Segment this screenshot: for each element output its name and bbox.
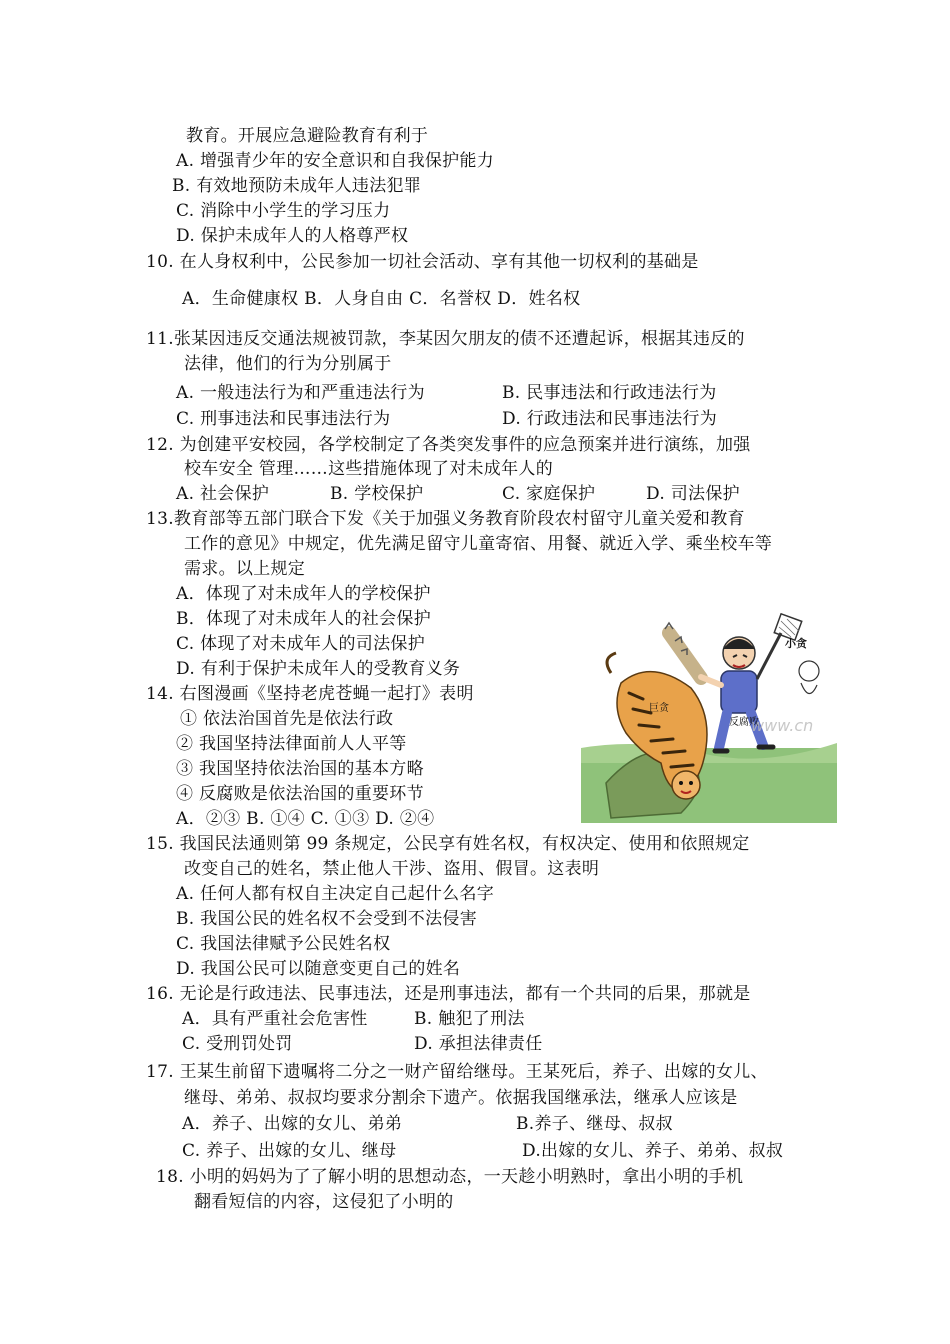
q11-option-a: A. 一般违法行为和严重违法行为 (176, 383, 425, 403)
q17-option-a: A．养子、出嫁的女儿、弟弟 (182, 1114, 403, 1134)
q15-option-c: C. 我国法律赋予公民姓名权 (176, 934, 391, 954)
q13-option-c: C. 体现了对未成年人的司法保护 (176, 634, 426, 654)
q13-stem-line2: 工作的意见》中规定，优先满足留守儿童寄宿、用餐、就近入学、乘坐校车等 (184, 534, 773, 554)
q14-statement-2: ② 我国坚持法律面前人人平等 (176, 734, 407, 754)
q9-option-a: A. 增强青少年的安全意识和自我保护能力 (176, 151, 495, 171)
q11-stem-line2: 法律，他们的行为分别属于 (184, 354, 392, 374)
q12-option-b: B. 学校保护 (330, 484, 424, 504)
q9-stem-line: 教育。开展应急避险教育有利于 (186, 126, 429, 146)
q13-stem-line3: 需求。以上规定 (184, 559, 306, 579)
q16-option-a: A．具有严重社会危害性 (182, 1009, 368, 1029)
q16-stem: 16. 无论是行政违法、民事违法，还是刑事违法，都有一个共同的后果，那就是 (146, 984, 751, 1004)
q16-option-d: D. 承担法律责任 (414, 1034, 543, 1054)
cartoon-label-tiger: 巨贪 (649, 703, 669, 714)
q17-option-b: B.养子、继母、叔叔 (516, 1114, 673, 1134)
q10-options: A．生命健康权 B．人身自由 C．名誉权 D．姓名权 (182, 289, 581, 309)
q18-stem-line1: 18. 小明的妈妈为了了解小明的思想动态，一天趁小明熟时，拿出小明的手机 (156, 1167, 744, 1187)
q12-stem-line2: 校车安全 管理……这些措施体现了对未成年人的 (184, 459, 554, 479)
q13-option-a: A．体现了对未成年人的学校保护 (176, 584, 431, 604)
q15-option-a: A. 任何人都有权自主决定自己起什么名字 (176, 884, 495, 904)
q14-statement-3: ③ 我国坚持依法治国的基本方略 (176, 759, 424, 779)
q16-option-c: C. 受刑罚处罚 (182, 1034, 293, 1054)
q9-option-c: C. 消除中小学生的学习压力 (176, 201, 391, 221)
q15-stem-line1: 15. 我国民法通则第 99 条规定，公民享有姓名权，有权决定、使用和依照规定 (146, 834, 750, 854)
q14-statement-4: ④ 反腐败是依法治国的重要环节 (176, 784, 424, 804)
anti-corruption-cartoon (581, 613, 837, 823)
q15-option-b: B. 我国公民的姓名权不会受到不法侵害 (176, 909, 477, 929)
q9-option-d: D. 保护未成年人的人格尊严权 (176, 226, 409, 246)
q14-statement-1: ① 依法治国首先是依法行政 (180, 709, 394, 729)
q17-option-d: D.出嫁的女儿、养子、弟弟、叔叔 (522, 1141, 784, 1161)
q12-option-c: C. 家庭保护 (502, 484, 596, 504)
q18-stem-line2: 翻看短信的内容，这侵犯了小明的 (194, 1192, 454, 1212)
q11-option-c: C. 刑事违法和民事违法行为 (176, 409, 391, 429)
q17-stem-line1: 17. 王某生前留下遗嘱将二分之一财产留给继母。王某死后，养子、出嫁的女儿、 (146, 1062, 768, 1082)
q13-option-b: B．体现了对未成年人的社会保护 (176, 609, 431, 629)
q13-option-d: D. 有利于保护未成年人的受教育义务 (176, 659, 461, 679)
q9-option-b: B. 有效地预防未成年人违法犯罪 (172, 176, 422, 196)
cartoon-label-fly: 小贪 (785, 637, 807, 650)
q17-stem-line2: 继母、弟弟、叔叔均要求分割余下遗产。依据我国继承法，继承人应该是 (184, 1088, 738, 1108)
q12-option-d: D. 司法保护 (646, 484, 740, 504)
q14-stem: 14. 右图漫画《坚持老虎苍蝇一起打》表明 (146, 684, 474, 704)
cartoon-label-club: 反腐败 (729, 717, 759, 728)
q13-stem-line1: 13.教育部等五部门联合下发《关于加强义务教育阶段农村留守儿童关爱和教育 (146, 509, 745, 529)
q15-option-d: D. 我国公民可以随意变更自己的姓名 (176, 959, 461, 979)
q16-option-b: B. 触犯了刑法 (414, 1009, 525, 1029)
q11-stem-line1: 11.张某因违反交通法规被罚款，李某因欠朋友的债不还遭起诉，根据其违反的 (146, 329, 745, 349)
q10-stem: 10. 在人身权利中，公民参加一切社会活动、享有其他一切权利的基础是 (146, 252, 699, 272)
q17-option-c: C. 养子、出嫁的女儿、继母 (182, 1141, 397, 1161)
q11-option-d: D. 行政违法和民事违法行为 (502, 409, 718, 429)
q15-stem-line2: 改变自己的姓名，禁止他人干涉、盗用、假冒。这表明 (184, 859, 600, 879)
q11-option-b: B. 民事违法和行政违法行为 (502, 383, 717, 403)
q12-stem-line1: 12. 为创建平安校园，各学校制定了各类突发事件的应急预案并进行演练，加强 (146, 435, 751, 455)
cartoon-illustration (581, 613, 837, 823)
q14-options: A．②③ B. ①④ C. ①③ D. ②④ (176, 809, 435, 829)
cartoon-watermark: www.cn (751, 716, 814, 735)
q12-option-a: A. 社会保护 (176, 484, 270, 504)
